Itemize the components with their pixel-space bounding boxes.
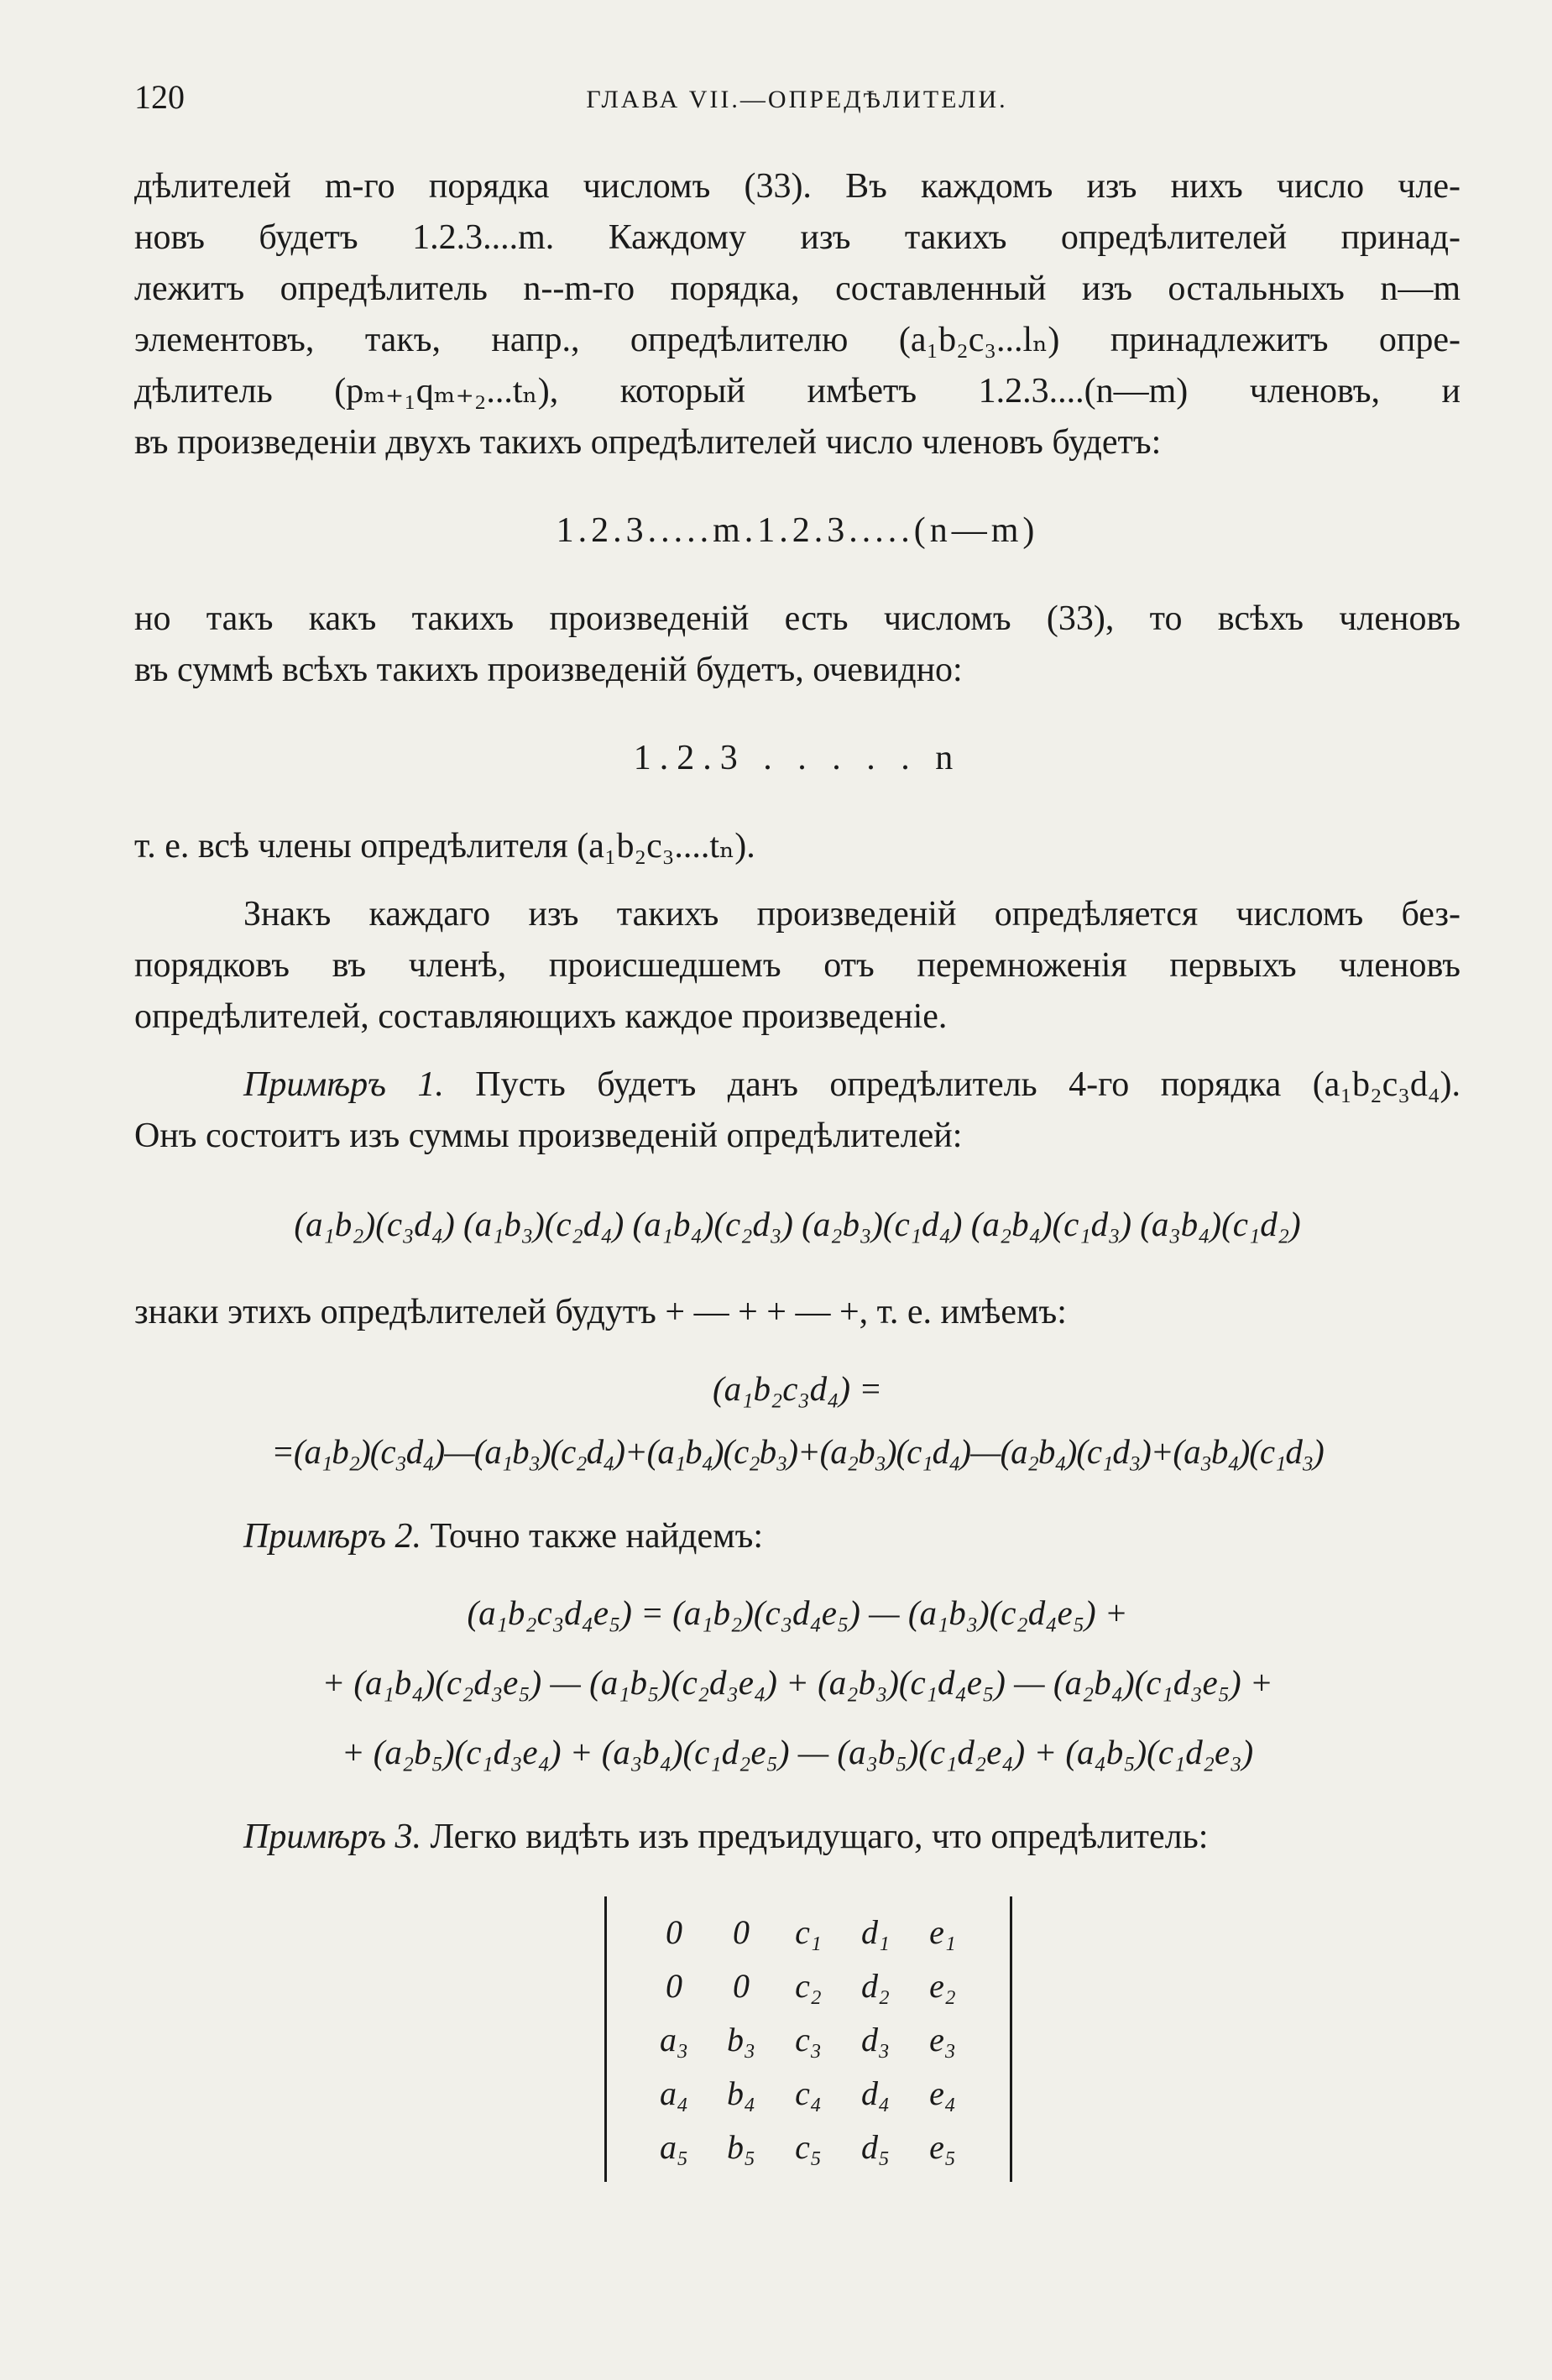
matrix-cell: c₄ [795, 2074, 822, 2112]
paragraph-3 [134, 821, 1461, 872]
matrix-table [640, 1905, 976, 2173]
page-body [134, 161, 1461, 2182]
matrix-row [640, 1905, 976, 1959]
paragraph-2 [134, 594, 1461, 696]
matrix-cell: 0 [733, 1966, 750, 2005]
text-line: Онъ состоитъ изъ суммы произведеній опредѣлителей: [134, 1117, 963, 1155]
matrix-cell: e₁ [929, 1912, 956, 1951]
matrix-cell: c₂ [795, 1966, 822, 2005]
matrix-cell: e₄ [929, 2074, 956, 2112]
example-2 [134, 1511, 1461, 1778]
matrix-cell: 0 [733, 1912, 750, 1951]
example-3-text: Легко видѣть изъ предъидущаго, что опредѣлитель: [430, 1818, 1209, 1856]
example-2-intro [134, 1511, 1461, 1562]
matrix-cell: c₁ [795, 1912, 822, 1951]
matrix-wrap [134, 1896, 1461, 2182]
expansion-line-3: + (a₂b₅)(c₁d₃e₄) + (a₃b₄)(c₁d₂e₅) — (a₃b₅)(c₁d₂e₄) + (a₄b₅)(c₁d₂e₃) [341, 1733, 1254, 1771]
determinant-matrix [604, 1896, 1012, 2182]
example-3-intro [134, 1812, 1461, 1863]
equation-1: 1.2.3.....m.1.2.3.....(n—m) [556, 511, 1039, 550]
matrix-cell: d₂ [861, 1966, 890, 2005]
formula-rhs: =(a₁b₂)(c₃d₄)—(a₁b₃)(c₂d₄)+(a₁b₄)(c₂b₃)+(a₂b₃)(c₁d₄)—(a₂b₄)(c₁d₃)+(a₃b₄)(c₁d₃) [271, 1432, 1324, 1471]
paragraph-1 [134, 161, 1461, 468]
text-line: въ произведеніи двухъ такихъ опредѣлителей число членовъ будетъ: [134, 423, 1162, 462]
determinant-pairs: (a₁b₂)(c₃d₄) (a₁b₃)(c₂d₄) (a₁b₄)(c₂d₃) (a₂b₃)(c₁d₄) (a₂b₄)(c₁d₃) (a₃b₄)(c₁d₂) [294, 1205, 1301, 1243]
matrix-cell: e₅ [929, 2127, 956, 2166]
matrix-cell: a₅ [660, 2127, 688, 2166]
matrix-cell: d₅ [861, 2127, 890, 2166]
paragraph-4 [134, 889, 1461, 1043]
matrix-cell: 0 [666, 1966, 682, 2005]
expansion-line-1: (a₁b₂c₃d₄e₅) = (a₁b₂)(c₃d₄e₅) — (a₁b₃)(c₂d₄e₅) + [467, 1593, 1128, 1632]
formula-lhs: (a₁b₂c₃d₄) = [713, 1369, 882, 1408]
equation-2: 1.2.3 . . . . . n [633, 739, 962, 777]
example-3 [134, 1812, 1461, 2182]
matrix-cell: c₅ [795, 2127, 822, 2166]
text-line: дѣлителей m-го порядка числомъ (33). Въ каждомъ изъ нихъ число чле- [134, 167, 1461, 206]
matrix-cell: a₃ [660, 2020, 688, 2058]
text-line: т. е. всѣ члены опредѣлителя (a₁b₂c₃....tₙ). [134, 827, 755, 866]
matrix-cell: d₃ [861, 2020, 890, 2058]
example-1-label: Примѣръ 1. [243, 1065, 444, 1104]
matrix-row [640, 1959, 976, 2012]
matrix-cell: d₁ [861, 1912, 890, 1951]
matrix-cell: d₄ [861, 2074, 890, 2112]
text-line: лежитъ опредѣлитель n--m-го порядка, составленный изъ остальныхъ n—m [134, 269, 1461, 308]
example-1-text: Пусть будетъ данъ опредѣлитель 4-го порядка (a₁b₂c₃d₄). [475, 1065, 1461, 1104]
text-line: но такъ какъ такихъ произведеній есть числомъ (33), то всѣхъ членовъ [134, 599, 1461, 638]
text-line: дѣлитель (pₘ₊₁qₘ₊₂...tₙ), который имѣетъ 1.2.3....(n—m) членовъ, и [134, 372, 1461, 411]
matrix-cell: b₅ [727, 2127, 755, 2166]
text-line: элементовъ, такъ, напр., опредѣлителю (a₁b₂c₃...lₙ) принадлежитъ опре- [134, 321, 1461, 359]
running-head: ГЛАВА VII.—ОПРЕДѢЛИТЕЛИ. [586, 86, 1008, 113]
matrix-cell: e₂ [929, 1966, 956, 2005]
example-2-label: Примѣръ 2. [243, 1517, 421, 1556]
text-line: порядковъ въ членѣ, происшедшемъ отъ перемноженія первыхъ членовъ [134, 946, 1461, 985]
text-line: въ суммѣ всѣхъ такихъ произведеній будетъ, очевидно: [134, 651, 963, 689]
text-line: опредѣлителей, составляющихъ каждое произведеніе. [134, 997, 948, 1036]
matrix-row [640, 2066, 976, 2120]
matrix-row [640, 2120, 976, 2173]
matrix-cell: 0 [666, 1912, 682, 1951]
example-2-text: Точно также найдемъ: [430, 1517, 764, 1556]
example-3-label: Примѣръ 3. [243, 1818, 421, 1856]
example-1-intro [134, 1059, 1461, 1111]
matrix-cell: c₃ [795, 2020, 822, 2058]
signs-line: знаки этихъ опредѣлителей будутъ + — + + — +, т. е. имѣемъ: [134, 1293, 1067, 1331]
matrix-cell: e₃ [929, 2020, 956, 2058]
page-number: 120 [134, 78, 185, 116]
text-line: Знакъ каждаго изъ такихъ произведеній опредѣляется числомъ без- [243, 895, 1461, 934]
text-line: новъ будетъ 1.2.3....m. Каждому изъ такихъ опредѣлителей принад- [134, 218, 1461, 257]
page-header [134, 77, 1460, 128]
expansion-line-2: + (a₁b₄)(c₂d₃e₅) — (a₁b₅)(c₂d₃e₄) + (a₂b₃)(c₁d₄e₅) — (a₂b₄)(c₁d₃e₅) + [321, 1663, 1273, 1702]
matrix-cell: a₄ [660, 2074, 688, 2112]
matrix-row [640, 2012, 976, 2066]
example-1 [134, 1059, 1461, 1478]
matrix-cell: b₃ [727, 2020, 755, 2058]
matrix-cell: b₄ [727, 2074, 755, 2112]
